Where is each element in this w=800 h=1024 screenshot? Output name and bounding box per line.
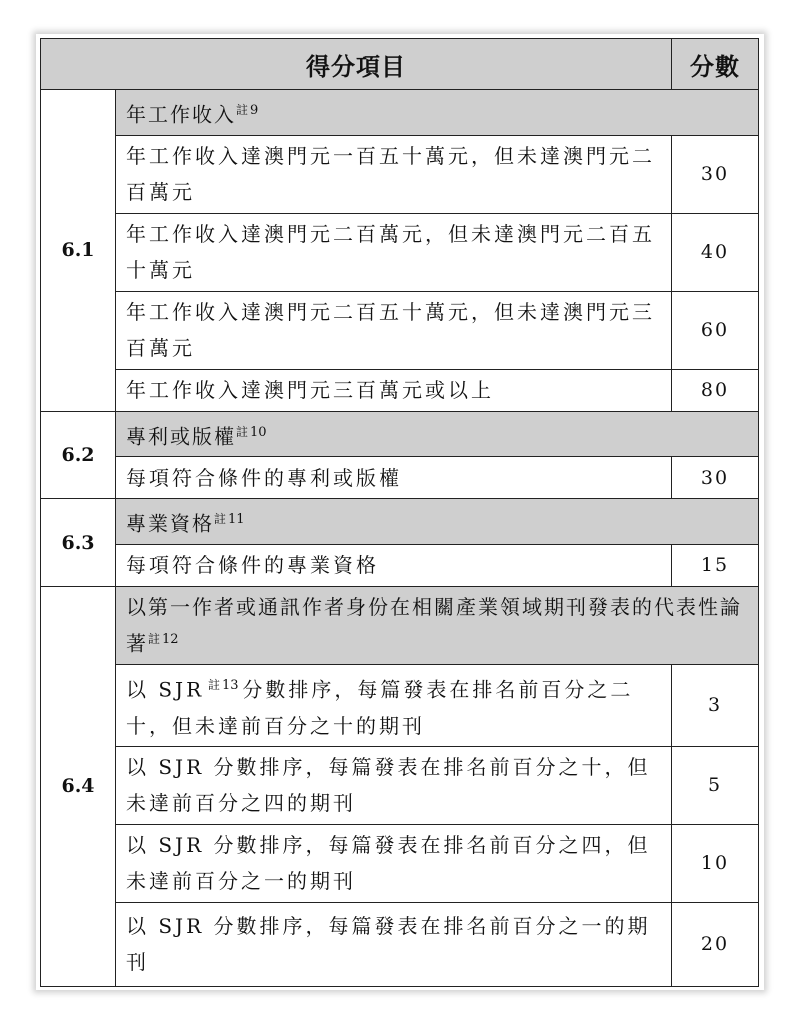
category-label bbox=[116, 586, 759, 664]
table-row bbox=[41, 544, 759, 586]
item-text: 年工作收入達澳門元二百萬元，但未達澳門元二百五十萬元 bbox=[116, 213, 672, 291]
item-text: 以 SJR 分數排序，每篇發表在排名前百分之一的期刊 bbox=[116, 902, 672, 986]
table-row bbox=[41, 135, 759, 213]
item-points: 40 bbox=[672, 213, 759, 291]
item-text-post: 分數排序，每篇發表在排名前百分之二十，但未達前百分之十的期刊 bbox=[126, 677, 634, 738]
table-row bbox=[41, 213, 759, 291]
item-points: 30 bbox=[672, 457, 759, 499]
item-text bbox=[116, 664, 672, 746]
note-ref bbox=[236, 103, 258, 117]
item-text-pre: 以 SJR bbox=[126, 677, 205, 702]
header-item: 得分項目 bbox=[41, 39, 672, 90]
category-label bbox=[116, 411, 759, 457]
header-row bbox=[41, 39, 759, 90]
item-points: 80 bbox=[672, 369, 759, 411]
note-mark: 註 bbox=[148, 632, 161, 647]
note-number: 10 bbox=[250, 424, 267, 440]
table-row bbox=[41, 291, 759, 369]
scoring-table bbox=[40, 38, 759, 987]
note-mark: 註 bbox=[236, 103, 249, 117]
note-ref bbox=[214, 512, 245, 526]
category-label bbox=[116, 90, 759, 136]
item-points: 15 bbox=[672, 544, 759, 586]
section-number: 6.1 bbox=[41, 90, 116, 412]
note-ref bbox=[204, 678, 242, 692]
item-points: 3 bbox=[672, 664, 759, 746]
header-score: 分數 bbox=[672, 39, 759, 90]
category-label bbox=[116, 499, 759, 545]
category-row bbox=[41, 586, 759, 664]
item-points: 30 bbox=[672, 135, 759, 213]
table-row bbox=[41, 902, 759, 986]
note-number: 11 bbox=[228, 512, 245, 528]
item-text: 每項符合條件的專業資格 bbox=[116, 544, 672, 586]
item-points: 60 bbox=[672, 291, 759, 369]
category-row bbox=[41, 90, 759, 136]
category-row bbox=[41, 411, 759, 457]
table-row bbox=[41, 746, 759, 824]
table-row bbox=[41, 664, 759, 746]
item-points: 5 bbox=[672, 746, 759, 824]
section-number: 6.2 bbox=[41, 411, 116, 499]
section-number: 6.3 bbox=[41, 499, 116, 587]
note-number: 9 bbox=[250, 103, 259, 118]
category-text: 年工作收入 bbox=[126, 102, 236, 127]
note-mark: 註 bbox=[236, 424, 249, 439]
item-text: 每項符合條件的專利或版權 bbox=[116, 457, 672, 499]
item-text: 年工作收入達澳門元三百萬元或以上 bbox=[116, 369, 672, 411]
note-ref bbox=[236, 425, 267, 439]
note-number: 13 bbox=[221, 677, 239, 693]
item-text: 年工作收入達澳門元二百五十萬元，但未達澳門元三百萬元 bbox=[116, 291, 672, 369]
section-number: 6.4 bbox=[41, 586, 116, 986]
category-text: 專業資格 bbox=[126, 511, 214, 536]
table-row bbox=[41, 824, 759, 902]
note-mark: 註 bbox=[207, 677, 220, 692]
item-text: 年工作收入達澳門元一百五十萬元，但未達澳門元二百萬元 bbox=[116, 135, 672, 213]
item-text: 以 SJR 分數排序，每篇發表在排名前百分之四，但未達前百分之一的期刊 bbox=[116, 824, 672, 902]
category-row bbox=[41, 499, 759, 545]
category-text: 以第一作者或通訊作者身份在相關產業領域期刊發表的代表性論著 bbox=[126, 595, 742, 656]
item-points: 10 bbox=[672, 824, 759, 902]
table-row bbox=[41, 457, 759, 499]
note-mark: 註 bbox=[214, 512, 227, 527]
note-ref bbox=[148, 632, 179, 646]
note-number: 12 bbox=[162, 632, 179, 648]
item-points: 20 bbox=[672, 902, 759, 986]
document-page bbox=[36, 34, 764, 990]
table-row bbox=[41, 369, 759, 411]
category-text: 專利或版權 bbox=[126, 424, 236, 449]
item-text: 以 SJR 分數排序，每篇發表在排名前百分之十，但未達前百分之四的期刊 bbox=[116, 746, 672, 824]
